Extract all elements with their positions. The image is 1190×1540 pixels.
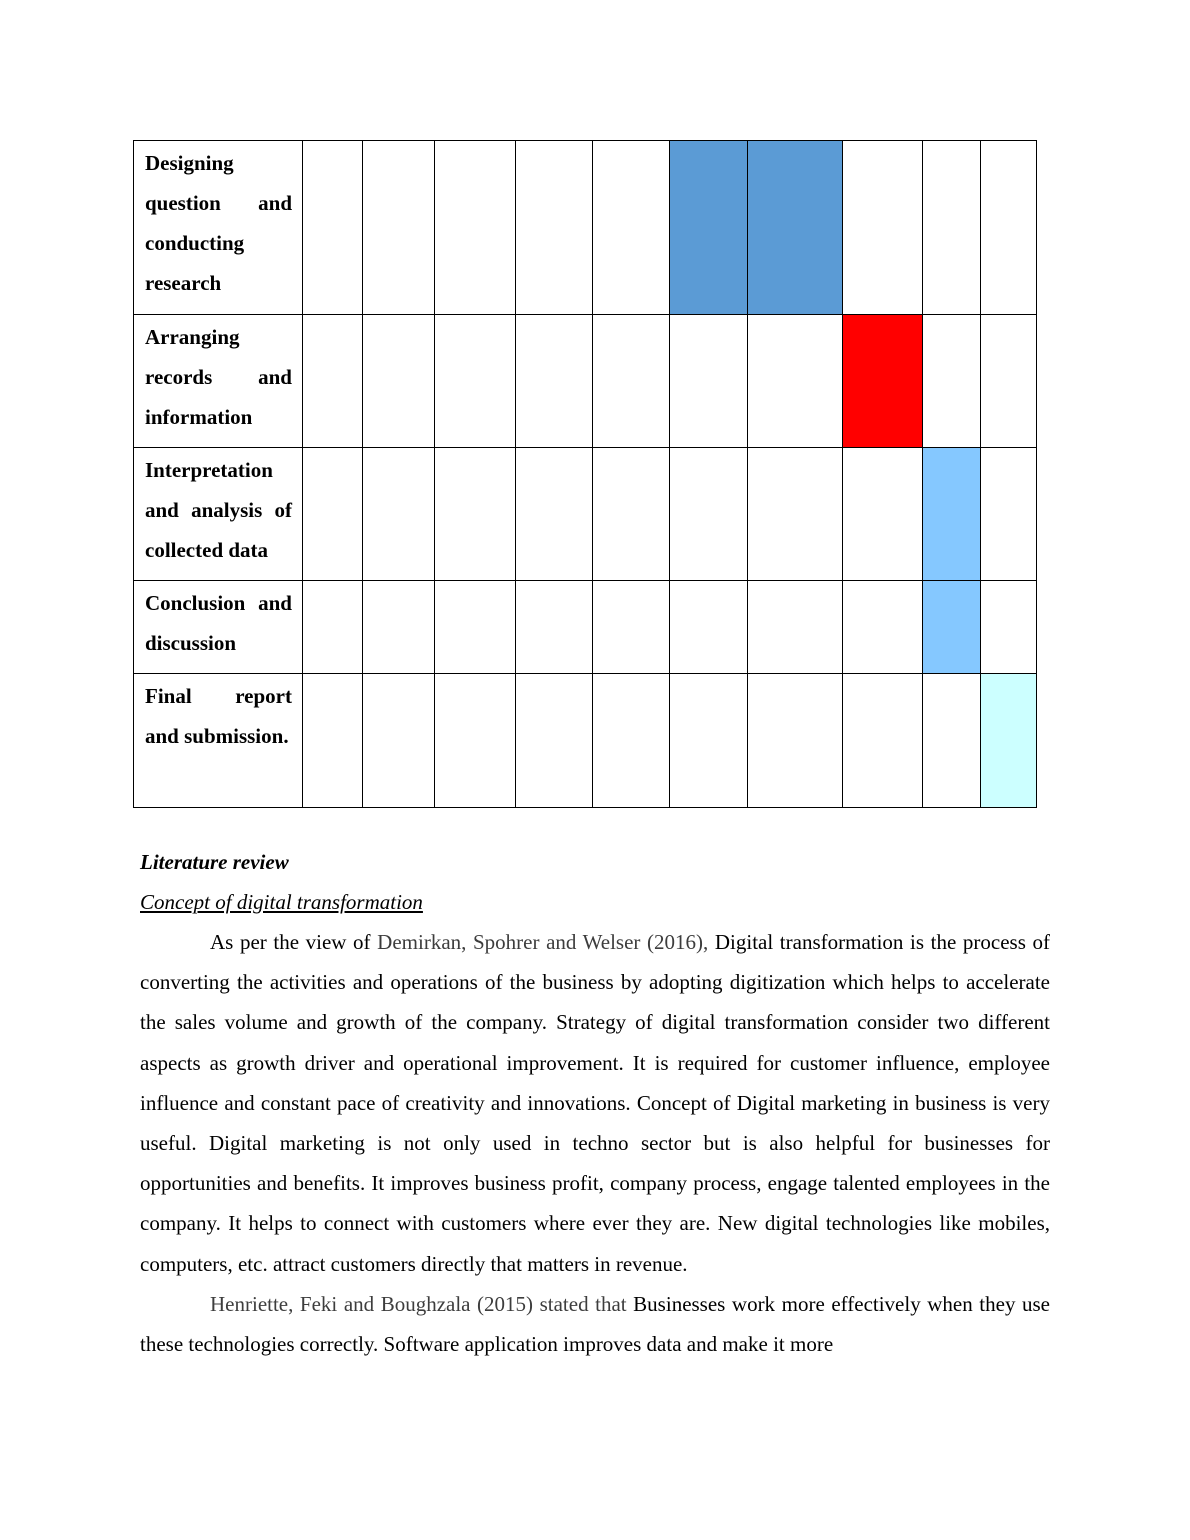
literature-review-section — [140, 842, 1050, 1364]
gantt-cell — [516, 448, 593, 581]
task-label: Designing question and conducting research — [134, 141, 303, 315]
gantt-cell — [843, 141, 923, 315]
paragraph-2-body: Businesses work more effectively when they use these technologies correctly. Software application improves data and make it more — [140, 1291, 1051, 1357]
gantt-cell — [670, 315, 748, 448]
gantt-cell — [363, 315, 435, 448]
gantt-cell — [303, 141, 363, 315]
gantt-cell — [748, 315, 843, 448]
gantt-cell — [981, 141, 1037, 315]
gantt-cell — [748, 674, 843, 808]
gantt-cell — [435, 674, 516, 808]
gantt-cell — [981, 448, 1037, 581]
gantt-cell — [303, 448, 363, 581]
gantt-cell — [363, 581, 435, 674]
gantt-cell — [748, 581, 843, 674]
gantt-chart-table — [133, 140, 1037, 808]
gantt-row-interpretation — [134, 448, 1037, 581]
gantt-row-final — [134, 674, 1037, 808]
gantt-cell — [303, 674, 363, 808]
gantt-cell — [593, 581, 670, 674]
gantt-cell — [516, 141, 593, 315]
gantt-cell-filled — [843, 315, 923, 448]
gantt-cell — [923, 315, 981, 448]
gantt-cell — [303, 315, 363, 448]
gantt-cell — [303, 581, 363, 674]
paragraph-1 — [140, 922, 1050, 1284]
gantt-cell — [670, 581, 748, 674]
gantt-cell — [843, 448, 923, 581]
gantt-cell-filled — [923, 581, 981, 674]
gantt-cell — [363, 674, 435, 808]
gantt-cell — [923, 674, 981, 808]
task-label: Conclusion and discussion — [134, 581, 303, 674]
section-heading: Literature review — [140, 850, 289, 874]
task-label: Arranging records and information — [134, 315, 303, 448]
gantt-cell-filled — [981, 674, 1037, 808]
gantt-cell — [435, 141, 516, 315]
gantt-cell — [748, 448, 843, 581]
gantt-cell — [516, 674, 593, 808]
citation: Demirkan, Spohrer and Welser (2016), — [377, 930, 709, 954]
gantt-cell-filled — [923, 448, 981, 581]
gantt-cell — [435, 581, 516, 674]
paragraph-1-lead: As per the view of — [210, 930, 378, 954]
gantt-cell-filled — [670, 141, 748, 315]
section-subheading: Concept of digital transformation — [140, 890, 423, 914]
gantt-cell — [363, 448, 435, 581]
gantt-cell — [843, 581, 923, 674]
gantt-cell-filled — [748, 141, 843, 315]
gantt-cell — [843, 674, 923, 808]
gantt-cell — [516, 581, 593, 674]
gantt-cell — [593, 448, 670, 581]
gantt-row-designing — [134, 141, 1037, 315]
gantt-cell — [670, 448, 748, 581]
paragraph-1-body: Digital transformation is the process of converting the activities and operations of the business by adopting digitization which helps to accelerate the sales volume and growth of the company. Strategy of digital transformation consider two different aspects as growth driver and operational improvement. It is required for customer influence, employee influence and constant pace of creativity and innovations. Concept of Digital marketing in business is very useful. Digital marketing is not only used in techno sector but is also helpful for businesses for opportunities and benefits. It improves business profit, company process, engage talented employees in the company. It helps to connect with customers where ever they are. New digital technologies like mobiles, computers, etc. attract customers directly that matters in revenue. — [140, 930, 1050, 1276]
gantt-cell — [923, 141, 981, 315]
gantt-cell — [593, 141, 670, 315]
gantt-cell — [670, 674, 748, 808]
gantt-cell — [981, 315, 1037, 448]
gantt-cell — [435, 448, 516, 581]
gantt-cell — [593, 315, 670, 448]
gantt-row-conclusion — [134, 581, 1037, 674]
gantt-cell — [981, 581, 1037, 674]
gantt-cell — [516, 315, 593, 448]
gantt-cell — [593, 674, 670, 808]
citation: Henriette, Feki and Boughzala (2015) stated that — [210, 1291, 627, 1316]
task-label: Final report and submission. — [134, 674, 303, 808]
gantt-row-arranging — [134, 315, 1037, 448]
paragraph-2 — [140, 1284, 1050, 1364]
gantt-cell — [363, 141, 435, 315]
gantt-cell — [435, 315, 516, 448]
task-label: Interpretation and analysis of collected data — [134, 448, 303, 581]
